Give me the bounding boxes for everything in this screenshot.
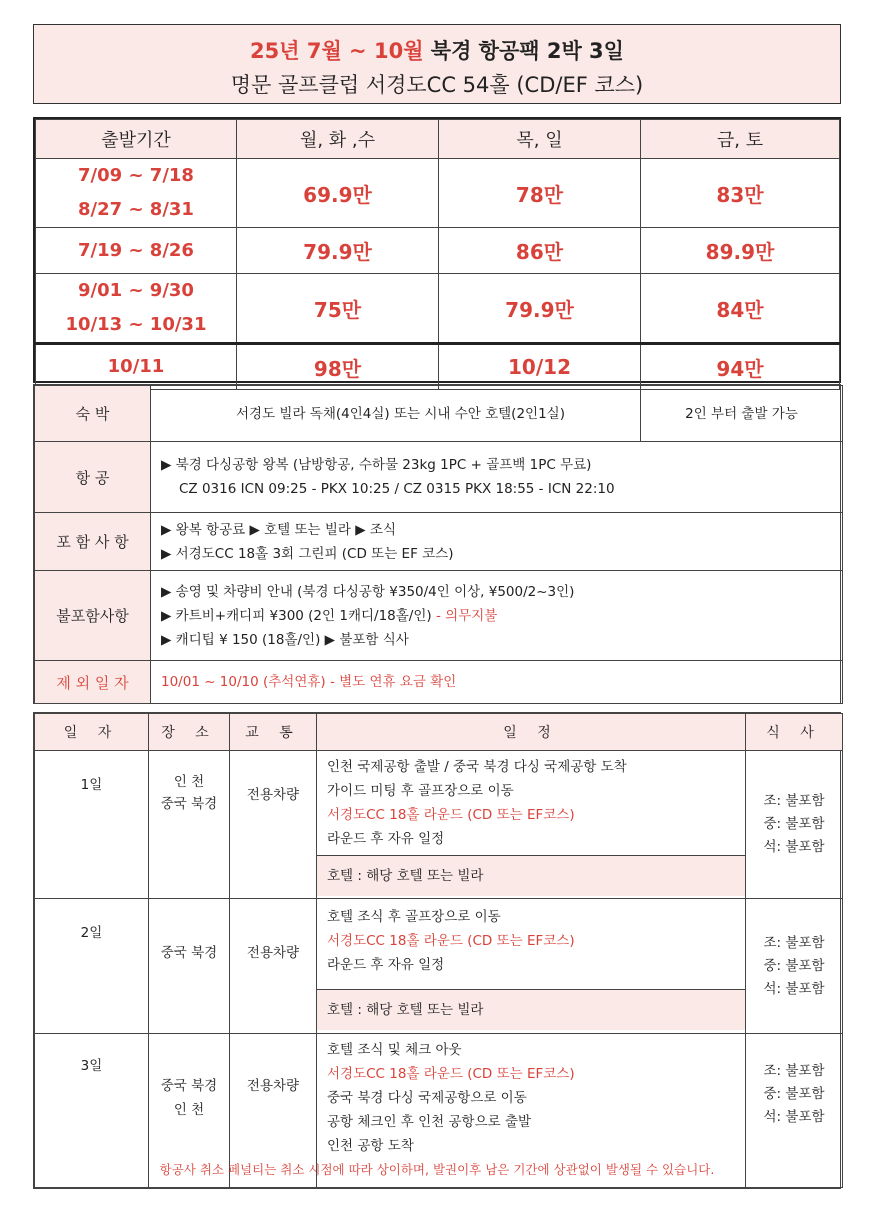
excluded-line xyxy=(161,604,842,628)
title-dates: 25년 7월 ~ 10월 xyxy=(250,39,424,63)
itinerary-line: 라운드 후 자유 일정 xyxy=(327,831,445,847)
place-text: 중국 북경 xyxy=(160,796,218,812)
price-cell: 78만 xyxy=(439,159,641,228)
itinerary-line: 공항 체크인 후 인천 공항으로 출발 xyxy=(327,1114,532,1130)
title-box xyxy=(33,24,841,104)
cancellation-notice: 항공사 취소 페널티는 취소 시점에 따라 상이하며, 발권이후 남은 기간에 상관없이 발생될 수 있습니다. xyxy=(159,1162,715,1177)
price-cell: 86만 xyxy=(439,228,641,274)
place-cell xyxy=(149,751,230,899)
hotel-line: 호텔 : 해당 호텔 또는 빌라 xyxy=(317,855,745,896)
price-cell: 84만 xyxy=(641,274,840,344)
stay-text: 서경도 빌라 독채(4인4실) 또는 시내 수안 호텔(2인1실) xyxy=(151,386,641,442)
period-text: 7/19 ~ 8/26 xyxy=(78,239,194,261)
period-text: 8/27 ~ 8/31 xyxy=(78,199,194,220)
included-line: ▶ 왕복 항공료 ▶ 호텔 또는 빌라 ▶ 조식 xyxy=(161,521,397,538)
price-cell: 98만 xyxy=(237,344,439,390)
schedule-header: 일 정 xyxy=(317,714,746,751)
title-line-2: 명문 골프클럽 서경도CC 54홀 (CD/EF 코스) xyxy=(230,73,644,97)
info-row-excluded xyxy=(35,571,843,661)
schedule-row-day-2 xyxy=(35,899,843,1034)
period-cell xyxy=(36,274,237,344)
itinerary-line: 서경도CC 18홀 라운드 (CD 또는 EF코스) xyxy=(327,1066,575,1082)
transport-text: 전용차량 xyxy=(246,787,300,803)
excluded-cell xyxy=(151,571,843,661)
meal-cell xyxy=(746,899,843,1034)
meal-text: 조: 불포함 xyxy=(763,793,825,809)
price-row xyxy=(36,228,840,274)
price-cell: 79.9만 xyxy=(439,274,641,344)
price-header: 금, 토 xyxy=(641,120,840,159)
itinerary-line: 서경도CC 18홀 라운드 (CD 또는 EF코스) xyxy=(327,807,575,823)
price-row xyxy=(36,274,840,344)
schedule-header: 식 사 xyxy=(746,714,843,751)
stay-label: 숙 박 xyxy=(35,386,151,442)
price-header: 월, 화 ,수 xyxy=(237,120,439,159)
schedule-header: 장 소 xyxy=(149,714,230,751)
meal-text: 석: 불포함 xyxy=(763,1109,825,1125)
price-header: 목, 일 xyxy=(439,120,641,159)
period-cell xyxy=(36,228,237,274)
except-label: 제 외 일 자 xyxy=(35,661,151,704)
price-header: 출발기간 xyxy=(36,120,237,159)
mandatory-note: - 의무지불 xyxy=(431,607,498,624)
itinerary-line: 호텔 조식 및 체크 아웃 xyxy=(327,1042,462,1058)
period-text: 10/11 xyxy=(107,356,165,377)
price-table xyxy=(33,117,841,383)
price-cell: 10/12 xyxy=(439,344,641,390)
included-line: ▶ 서경도CC 18홀 3회 그린피 (CD 또는 EF 코스) xyxy=(161,545,454,562)
itinerary-line: 중국 북경 다싱 국제공항으로 이동 xyxy=(327,1090,527,1106)
meal-text: 석: 불포함 xyxy=(763,839,825,855)
excluded-line: ▶ 캐디팁 ¥ 150 (18홀/인) ▶ 불포함 식사 xyxy=(161,631,409,648)
excluded-label: 불포함사항 xyxy=(35,571,151,661)
day-cell xyxy=(35,751,149,899)
place-text: 중국 북경 xyxy=(160,1078,218,1094)
air-line: ▶ 북경 다싱공항 왕복 (남방항공, 수하물 23kg 1PC + 골프백 1PC 무료) xyxy=(161,457,592,473)
meal-text: 중: 불포함 xyxy=(763,1086,825,1102)
price-header-row xyxy=(36,120,840,159)
period-text: 10/13 ~ 10/31 xyxy=(65,314,207,335)
price-row xyxy=(36,159,840,228)
place-text: 인 천 xyxy=(173,1102,205,1118)
title-product: 북경 항공팩 2박 3일 xyxy=(423,39,624,63)
transport-cell xyxy=(230,899,317,1034)
price-cell: 89.9만 xyxy=(641,228,840,274)
schedule-header: 일 자 xyxy=(35,714,149,751)
itinerary-line: 호텔 조식 후 골프장으로 이동 xyxy=(327,909,501,925)
day-cell xyxy=(35,899,149,1034)
place-text: 중국 북경 xyxy=(160,945,218,961)
schedule-table xyxy=(33,712,841,1189)
place-cell xyxy=(149,899,230,1034)
itinerary-line: 가이드 미팅 후 골프장으로 이동 xyxy=(327,783,514,799)
transport-text: 전용차량 xyxy=(246,945,300,961)
stay-note: 2인 부터 출발 가능 xyxy=(641,386,843,442)
except-text: 10/01 ~ 10/10 (추석연휴) - 별도 연휴 요금 확인 xyxy=(151,661,843,704)
itinerary-cell xyxy=(317,899,746,1034)
info-row-air xyxy=(35,442,843,513)
included-label: 포 함 사 항 xyxy=(35,513,151,571)
price-row xyxy=(36,344,840,390)
air-label: 항 공 xyxy=(35,442,151,513)
title-line-1 xyxy=(34,35,840,65)
place-text: 인 천 xyxy=(173,774,205,790)
info-row-except xyxy=(35,661,843,704)
info-table xyxy=(33,384,841,704)
schedule-header-row xyxy=(35,714,843,751)
schedule-row-day-1 xyxy=(35,751,843,899)
excluded-line: ▶ 송영 및 차량비 안내 (북경 다싱공항 ¥350/4인 이상, ¥500/2~3인) xyxy=(161,583,575,600)
excluded-text: ▶ 카트비+캐디피 ¥300 (2인 1캐디/18홀/인) xyxy=(161,607,432,624)
price-cell: 94만 xyxy=(641,344,840,390)
itinerary-line: 라운드 후 자유 일정 xyxy=(327,957,445,973)
itinerary-line: 인천 국제공항 출발 / 중국 북경 다싱 국제공항 도착 xyxy=(327,759,627,775)
meal-text: 조: 불포함 xyxy=(763,934,825,951)
price-cell: 69.9만 xyxy=(237,159,439,228)
day-label: 1일 xyxy=(80,777,103,793)
period-text: 9/01 ~ 9/30 xyxy=(78,280,194,301)
meal-text: 조: 불포함 xyxy=(763,1063,825,1079)
price-cell: 83만 xyxy=(641,159,840,228)
price-cell: 75만 xyxy=(237,274,439,344)
day-label: 2일 xyxy=(80,925,103,941)
transport-text: 전용차량 xyxy=(246,1078,300,1094)
meal-text: 중: 불포함 xyxy=(763,816,825,832)
period-cell xyxy=(36,159,237,228)
air-cell xyxy=(151,442,843,513)
period-text: 7/09 ~ 7/18 xyxy=(78,165,194,186)
period-cell xyxy=(36,344,237,390)
meal-text: 석: 불포함 xyxy=(763,980,825,997)
transport-cell xyxy=(230,751,317,899)
info-row-stay xyxy=(35,386,843,442)
air-flights: CZ 0316 ICN 09:25 - PKX 10:25 / CZ 0315 PKX 18:55 - ICN 22:10 xyxy=(179,481,615,497)
itinerary-line: 인천 공항 도착 xyxy=(327,1138,414,1154)
price-cell: 79.9만 xyxy=(237,228,439,274)
info-row-included xyxy=(35,513,843,571)
included-cell xyxy=(151,513,843,571)
meal-text: 중: 불포함 xyxy=(763,957,825,974)
day-label: 3일 xyxy=(80,1058,103,1074)
schedule-header: 교 통 xyxy=(230,714,317,751)
itinerary-line: 서경도CC 18홀 라운드 (CD 또는 EF코스) xyxy=(327,933,575,949)
itinerary-cell xyxy=(317,751,746,899)
hotel-line: 호텔 : 해당 호텔 또는 빌라 xyxy=(317,989,745,1030)
meal-cell xyxy=(746,751,843,899)
